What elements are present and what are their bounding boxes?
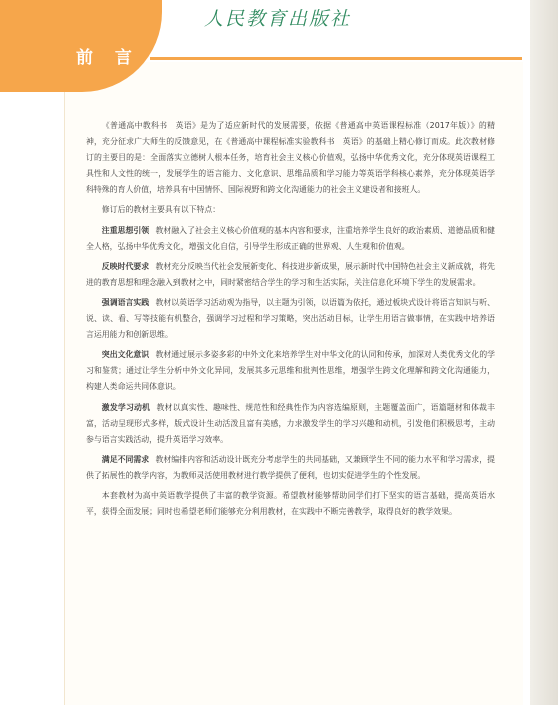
preface-content bbox=[86, 118, 495, 524]
section-title: 前 言 bbox=[76, 48, 140, 68]
intro-paragraph-1: 《普通高中教科书 英语》是为了适应新时代的发展需要，依据《普通高中英语课程标准（2017年版）》的精神，充分征求广大师生的反馈意见，在《普通高中课程标准实验教科书 英语》的基础上精心修订而成。此次教材修订的主要目的是：全面落实立德树人根本任务，培育社会主义核心价值观，弘扬中华优秀文化，充分体现英语课程工具性和人文性的统一，发展学生的语言能力、文化意识、思维品质和学习能力等英语学科核心素养，充分体现英语学科特殊的育人价值，培养具有中国情怀、国际视野和跨文化沟通能力的社会主义建设者和接班人。 bbox=[86, 121, 495, 195]
feature-lead: 反映时代要求 bbox=[101, 261, 150, 271]
header-rule bbox=[150, 57, 522, 60]
feature-text: 教材通过展示多姿多彩的中外文化来培养学生对中华文化的认同和传承，加深对人类优秀文化的学习和鉴赏；通过让学生分析中外文化异同，发展其多元思维和批判性思维，增强学生跨文化理解和跨文化沟通能力，构建人类命运共同体意识。 bbox=[86, 350, 495, 392]
feature-lead: 强调语言实践 bbox=[101, 297, 150, 307]
feature-text: 教材充分反映当代社会发展新变化、科技进步新成果，展示新时代中国特色社会主义新成就，将先进的教育思想和理念融入到教材之中，同时紧密结合学生的学习和生活实际，关注信息化环境下学生的发展需求。 bbox=[86, 261, 495, 287]
feature-paragraph bbox=[86, 223, 495, 255]
intro-paragraph-2: 修订后的教材主要具有以下特点： bbox=[101, 205, 221, 215]
closing-paragraph: 本套教材为高中英语教学提供了丰富的教学资源。希望教材能够帮助同学们打下坚实的语言基础，提高英语水平，获得全面发展；同时也希望老师们能够充分利用教材，在实践中不断完善教学，取得良好的教学效果。 bbox=[86, 490, 495, 517]
feature-paragraph bbox=[86, 295, 495, 343]
feature-paragraph bbox=[86, 347, 495, 395]
feature-text: 教材融入了社会主义核心价值观的基本内容和要求，注重培养学生良好的政治素质、道德品质和健全人格，弘扬中华优秀文化，增强文化自信，引导学生形成正确的世界观、人生观和价值观。 bbox=[86, 225, 495, 251]
feature-lead: 满足不同需求 bbox=[101, 454, 150, 464]
feature-paragraph bbox=[86, 259, 495, 291]
page-edge-shadow bbox=[530, 0, 558, 705]
feature-paragraph bbox=[86, 452, 495, 484]
feature-text: 教材以英语学习活动观为指导，以主题为引领，以语篇为依托，通过板块式设计将语言知识与听、说、读、看、写等技能有机整合，强调学习过程和学习策略，突出活动目标，让学生用语言做事情，在实践中培养语言运用能力和创新思维。 bbox=[86, 297, 495, 340]
feature-lead: 注重思想引领 bbox=[101, 225, 150, 235]
publisher-logo: 人民教育出版社 bbox=[204, 8, 352, 30]
feature-lead: 激发学习动机 bbox=[101, 402, 151, 412]
feature-lead: 突出文化意识 bbox=[101, 350, 150, 360]
feature-paragraph bbox=[86, 400, 495, 448]
feature-text: 教材编排内容和活动设计既充分考虑学生的共同基础，又兼顾学生不同的能力水平和学习需求，提供了拓展性的教学内容，为教师灵活使用教材进行教学提供了便利，也切实促进学生的个性发展。 bbox=[86, 454, 495, 480]
feature-text: 教材以真实性、趣味性、规范性和经典性作为内容选编原则，主题覆盖面广，语篇题材和体裁丰富，活动呈现形式多样，版式设计生动活泼且富有美感，力求激发学生的学习兴趣和动机，引发他们积极思考，主动参与语言实践活动，提升英语学习效率。 bbox=[86, 402, 495, 444]
